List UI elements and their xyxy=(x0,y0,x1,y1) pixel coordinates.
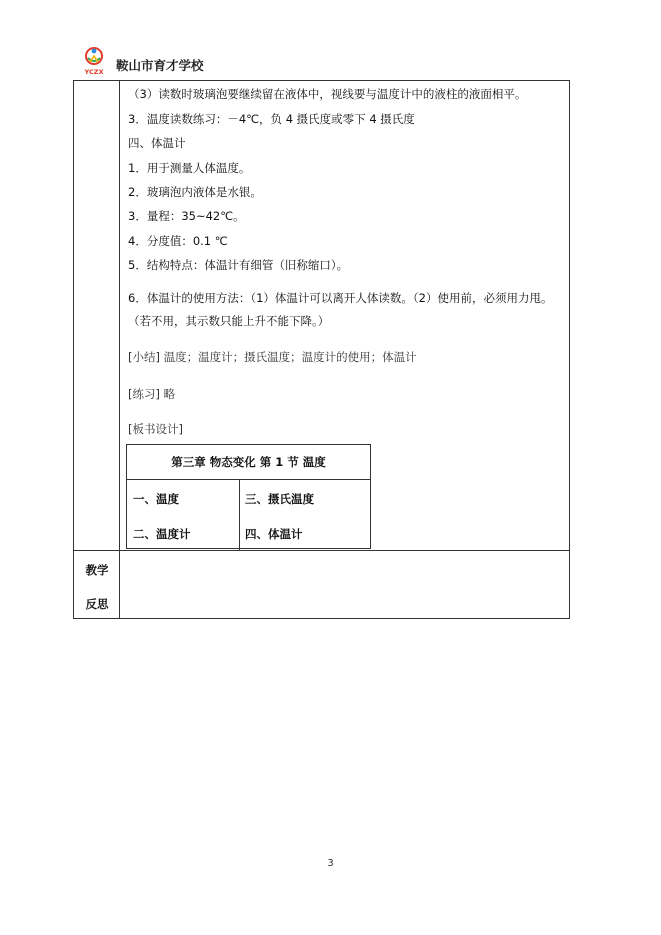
board-cell-clinical-thermometer: 四、体温计 xyxy=(245,527,303,541)
section-heading: 四、体温计 xyxy=(128,136,186,150)
reading-exercise-line: 3．温度读数练习：－4℃，负 4 摄氏度或零下 4 摄氏度 xyxy=(128,112,415,126)
reflection-label xyxy=(74,550,120,620)
school-name: 鞍山市育才学校 xyxy=(116,58,204,73)
summary-line: [小结] 温度；温度计；摄氏温度；温度计的使用；体温计 xyxy=(128,350,417,364)
board-cell-celsius: 三、摄氏温度 xyxy=(245,492,314,506)
page-header xyxy=(80,46,580,80)
point-purpose: 1．用于测量人体温度。 xyxy=(128,161,251,175)
exercise-line: [练习] 略 xyxy=(128,387,176,401)
reflection-label-bottom: 反思 xyxy=(85,597,109,611)
school-logo-icon xyxy=(80,46,108,76)
board-cell-temperature: 一、温度 xyxy=(133,492,179,506)
point-division: 4．分度值：0.1 ℃ xyxy=(128,234,228,248)
logo-lettering: YCZX xyxy=(84,68,104,76)
left-label-column xyxy=(74,81,120,618)
reading-rule-line: （3）读数时玻璃泡要继续留在液体中，视线要与温度计中的液柱的液面相平。 xyxy=(128,87,527,101)
point-range: 3．量程：35~42℃。 xyxy=(128,209,245,223)
board-cell-thermometer: 二、温度计 xyxy=(133,527,191,541)
board-design-label: [板书设计] xyxy=(128,422,183,436)
reflection-label-top: 教学 xyxy=(85,563,109,577)
board-title: 第三章 物态变化 第 1 节 温度 xyxy=(127,445,370,480)
point-usage: 6．体温计的使用方法：（1）体温计可以离开人体读数。（2）使用前，必须用力甩。（若不用，其示数只能上升不能下降。） xyxy=(128,291,553,328)
blackboard-design-table xyxy=(126,444,371,549)
point-liquid: 2．玻璃泡内液体是水银。 xyxy=(128,185,262,199)
row-divider xyxy=(74,550,569,551)
point-structure: 5．结构特点：体温计有细管（旧称缩口）。 xyxy=(128,258,349,272)
page-number: 3 xyxy=(327,858,334,869)
board-divider xyxy=(239,480,240,550)
